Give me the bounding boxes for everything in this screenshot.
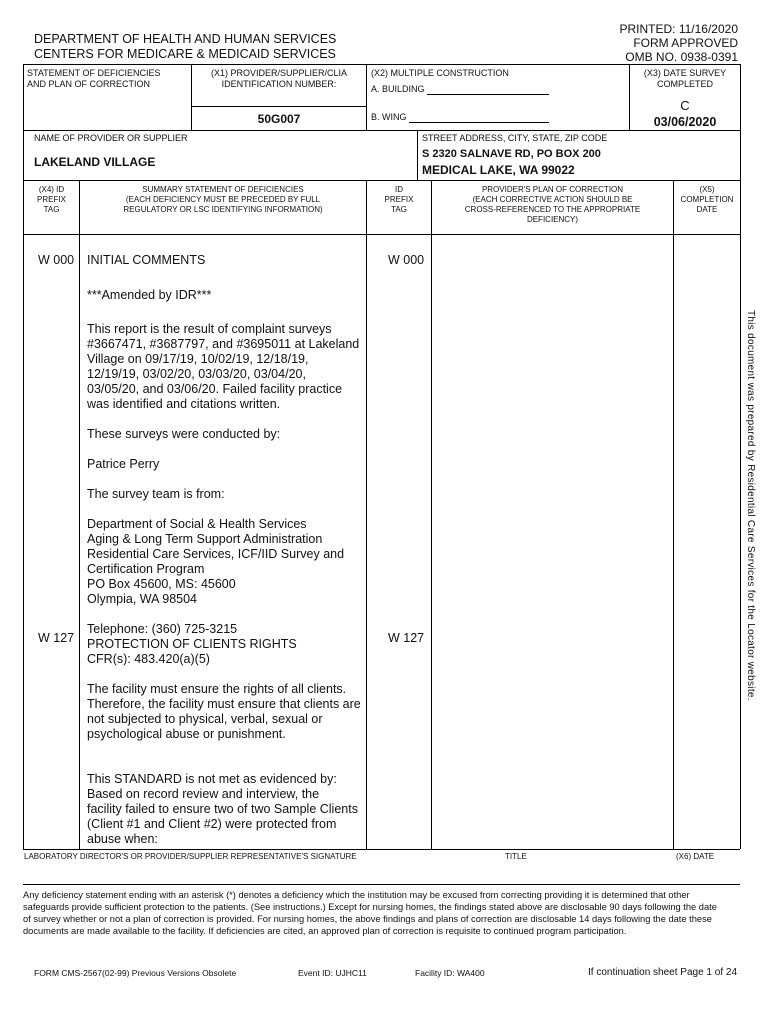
conducted-by: These surveys were conducted by:	[87, 427, 281, 441]
x5-header: (X5) COMPLETION DATE	[680, 185, 734, 214]
form-number: FORM CMS-2567(02-99) Previous Versions Obsolete	[34, 968, 237, 978]
x2-label: (X2) MULTIPLE CONSTRUCTION	[371, 68, 509, 78]
printed-date: PRINTED: 11/16/2020	[619, 22, 738, 36]
department-name: DEPARTMENT OF HEALTH AND HUMAN SERVICES	[34, 32, 337, 46]
building-blank	[427, 85, 549, 95]
tag-w000-right: W 000	[388, 253, 425, 267]
tag-w127-left: W 127	[38, 631, 75, 645]
must-ensure-paragraph: The facility must ensure the rights of all clients. Therefore, the facility must ensure that clients are not subjected to physical, verbal, sexual or psychological abuse or punishment.	[87, 682, 361, 741]
surveyor-name: Patrice Perry	[87, 457, 160, 471]
id-header: ID PREFIX TAG	[384, 185, 414, 214]
x1-label: (X1) PROVIDER/SUPPLIER/CLIA IDENTIFICATION NUMBER:	[210, 68, 348, 89]
event-id: Event ID: UJHC11	[298, 968, 367, 978]
omb-number: OMB NO. 0938-0391	[625, 50, 738, 64]
x3-label: (X3) DATE SURVEY COMPLETED	[643, 68, 727, 89]
provider-name-label: NAME OF PROVIDER OR SUPPLIER	[34, 133, 188, 143]
cfr-reference: CFR(s): 483.420(a)(5)	[87, 652, 210, 666]
provider-name: LAKELAND VILLAGE	[34, 155, 156, 169]
plan-header: PROVIDER'S PLAN OF CORRECTION (EACH CORRECTIVE ACTION SHOULD BE CROSS-REFERENCED TO THE APPROPRIATE DEFICIENCY)	[464, 185, 641, 224]
wing-field: B. WING	[371, 112, 549, 123]
tag-w000-left: W 000	[38, 253, 75, 267]
deficiency-text	[87, 288, 367, 847]
form-approved: FORM APPROVED	[633, 36, 738, 50]
facility-id: Facility ID: WA400	[415, 968, 485, 978]
survey-letter: C	[680, 98, 690, 113]
form-meta	[619, 22, 738, 64]
address-line-1: S 2320 SALNAVE RD, PO BOX 200	[422, 148, 601, 160]
provider-id: 50G007	[257, 112, 301, 126]
survey-date: 03/06/2020	[653, 115, 717, 129]
tag-w127-right: W 127	[388, 631, 425, 645]
team-from: The survey team is from:	[87, 487, 225, 501]
protection-title: PROTECTION OF CLIENTS RIGHTS	[87, 637, 297, 651]
telephone: Telephone: (360) 725-3215	[87, 622, 238, 636]
department-address: Department of Social & Health Services Aging & Long Term Support Administration Residential Care Services, ICF/IID Survey and Certification Program PO Box 45600, MS: 45600 Olympia, WA 98504	[87, 517, 345, 606]
page-indicator: If continuation sheet Page 1 of 24	[588, 967, 737, 978]
x4-header: (X4) ID PREFIX TAG	[37, 185, 66, 214]
disclosure-footnote: Any deficiency statement ending with an asterisk (*) denotes a deficiency which the institution may be excused from correcting providing it is determined that other safeguards provide sufficient protection to the patients. (See instructions.) Except for nursing homes, the findings stated above are disclosable 90 days following the date of survey whether or not a plan of correction is provided. For nursing homes, the above findings and plans of correction are disclosable 14 days following the date these documents are made available to the facility. If deficiencies are cited, an approved plan of correction is requisite to continued program participation.	[23, 890, 717, 936]
side-note: This document was prepared by Residential Care Services for the Locator website.	[745, 310, 756, 701]
wing-blank	[409, 113, 549, 123]
amended-note: ***Amended by IDR***	[87, 288, 212, 302]
signature-label: LABORATORY DIRECTOR'S OR PROVIDER/SUPPLIER REPRESENTATIVE'S SIGNATURE	[24, 852, 357, 861]
building-field: A. BUILDING	[371, 84, 549, 95]
summary-header: SUMMARY STATEMENT OF DEFICIENCIES (EACH DEFICIENCY MUST BE PRECEDED BY FULL REGULATORY OR LSC IDENTIFYING INFORMATION)	[123, 185, 323, 214]
address-label: STREET ADDRESS, CITY, STATE, ZIP CODE	[422, 133, 608, 143]
address-line-2: MEDICAL LAKE, WA 99022	[422, 163, 575, 177]
agency-name: CENTERS FOR MEDICARE & MEDICAID SERVICES	[34, 47, 336, 61]
x6-date-label: (X6) DATE	[676, 852, 715, 861]
standard-paragraph: This STANDARD is not met as evidenced by: Based on record review and interview, the facility failed to ensure two of two Sample Clients (Client #1 and Client #2) were protected from abuse when:	[87, 772, 358, 846]
report-paragraph: This report is the result of complaint surveys #3667471, #3687797, and #3695011 at Lakeland Village on 09/17/19, 10/02/19, 12/18/19, 12/19/19, 03/02/20, 03/03/20, 03/04/20, 03/05/20, and 03/06/20. Failed facility practice was identified and citations written.	[87, 322, 360, 411]
initial-comments: INITIAL COMMENTS	[87, 253, 206, 267]
title-label: TITLE	[505, 852, 527, 861]
statement-label: STATEMENT OF DEFICIENCIES AND PLAN OF CORRECTION	[27, 68, 161, 89]
